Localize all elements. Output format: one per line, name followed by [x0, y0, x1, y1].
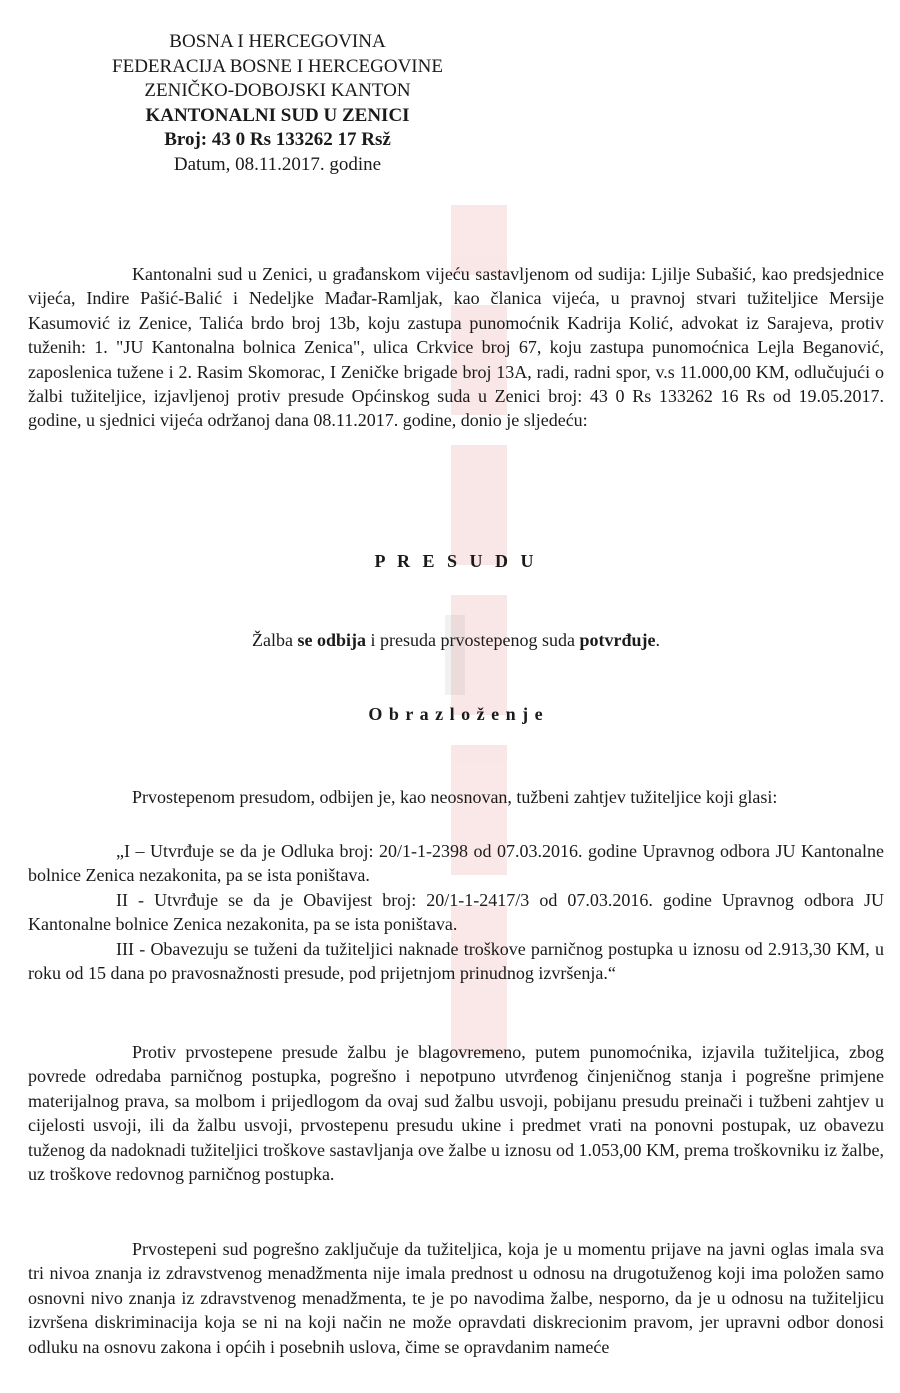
verdict-statement [28, 628, 884, 652]
claim-item-1: „I – Utvrđuje se da je Odluka broj: 20/1-1-2398 od 07.03.2016. godine Upravnog odbora JU Kantonalne bolnice Zenica nezakonita, pa se ista poništava. [28, 841, 884, 886]
verdict-confirmed: potvrđuje [579, 630, 656, 650]
reasoning-title: O b r a z l o ž e n j e [368, 704, 544, 724]
header-case-number: Broj: 43 0 Rs 133262 17 Rsž [164, 129, 391, 150]
court-header [50, 30, 505, 177]
header-country: BOSNA I HERCEGOVINA [169, 31, 386, 52]
appeal-paragraph: Protiv prvostepene presude žalbu je blagovremeno, putem punomoćnika, izjavila tužiteljica, zbog povrede odredaba parničnog postupka, pogrešno i nepotpuno utvrđenog činjeničnog stanja i pogrešne primjene materijalnog prava, sa molbom i prijedlogom da ovaj sud žalbu usvoji, pobijanu presudu preinači i tužbeni zahtjev u cijelosti usvoji, ili da žalbu usvoji, prvostepenu presudu ukine i predmet vrati na ponovni postupak, uz obavezu tuženog da nadoknadi tužiteljici troškove sastavljanja ove žalbe u iznosu od 1.053,00 KM, prema troškovniku iz žalbe, uz troškove redovnog parničnog postupka. [28, 1042, 884, 1185]
verdict-part: i presuda prvostepenog suda [366, 630, 580, 650]
claim-item-3: III - Obavezuju se tuženi da tužiteljici naknade troškove parničnog postupka u iznosu od 2.913,30 KM, u roku od 15 dana po pravosnažnosti presude, pod prijetnjom prinudnog izvršenja.“ [28, 939, 884, 984]
intro-paragraph: Kantonalni sud u Zenici, u građanskom vijeću sastavljenom od sudija: Ljilje Subašić, kao predsjednice vijeća, Indire Pašić-Balić i Nedeljke Mađar-Ramljak, kao članica vijeća, u pravnoj stvari tužiteljice Mersije Kasumović iz Zenice, Talića brdo broj 13b, koju zastupa punomoćnik Kadrija Kolić, advokat iz Sarajeva, protiv tuženih: 1. "JU Kantonalna bolnica Zenica", ulica Crkvice broj 67, koju zastupa punomoćnica Lejla Beganović, zaposlenica tužene i 2. Rasim Skomorac, I Zeničke brigade broj 13A, radi, radni spor, v.s 11.000,00 KM, odlučujući o žalbi tužiteljice, izjavljenoj protiv presude Općinskog suda u Zenici broj: 43 0 Rs 133262 16 Rs od 19.05.2017. godine, u sjednici vijeća održanoj dana 08.11.2017. godine, donio je sljedeću: [28, 264, 884, 431]
first-instance-paragraph: Prvostepenom presudom, odbijen je, kao neosnovan, tužbeni zahtjev tužiteljice koji glasi: [132, 787, 778, 807]
verdict-part: Žalba [252, 630, 298, 650]
verdict-dismissed: se odbija [297, 630, 367, 650]
verdict-part: . [655, 630, 660, 650]
claim-item-2: II - Utvrđuje se da je Obavijest broj: 20/1-1-2417/3 od 07.03.2016. godine Upravnog odbora JU Kantonalne bolnice Zenica nezakonita, pa se ista poništava. [28, 890, 884, 935]
header-court: KANTONALNI SUD U ZENICI [145, 104, 410, 126]
header-canton: ZENIČKO-DOBOJSKI KANTON [144, 80, 411, 101]
appeal-arguments-paragraph: Prvostepeni sud pogrešno zaključuje da tužiteljica, koja je u momentu prijave na javni oglas imala sva tri nivoa znanja iz zdravstvenog menadžmenta nije imala prednost u odnosu na drugotuženog koji ima položen samo osnovni nivo znanja iz zdravstvenog menadžmenta, te je po navodima žalbe, nesporno, da je u odnosu na tužiteljicu izvršena diskriminacija koja se ni na koji način ne može opravdati diskrecionim pravom, jer upravni odbor donosi odluku na osnovu zakona i općih i posebnih uslova, čime se opravdanim nameće [28, 1239, 884, 1357]
header-federation: FEDERACIJA BOSNE I HERCEGOVINE [112, 55, 443, 77]
header-date: Datum, 08.11.2017. godine [173, 153, 382, 175]
verdict-title: P R E S U D U [374, 551, 538, 571]
